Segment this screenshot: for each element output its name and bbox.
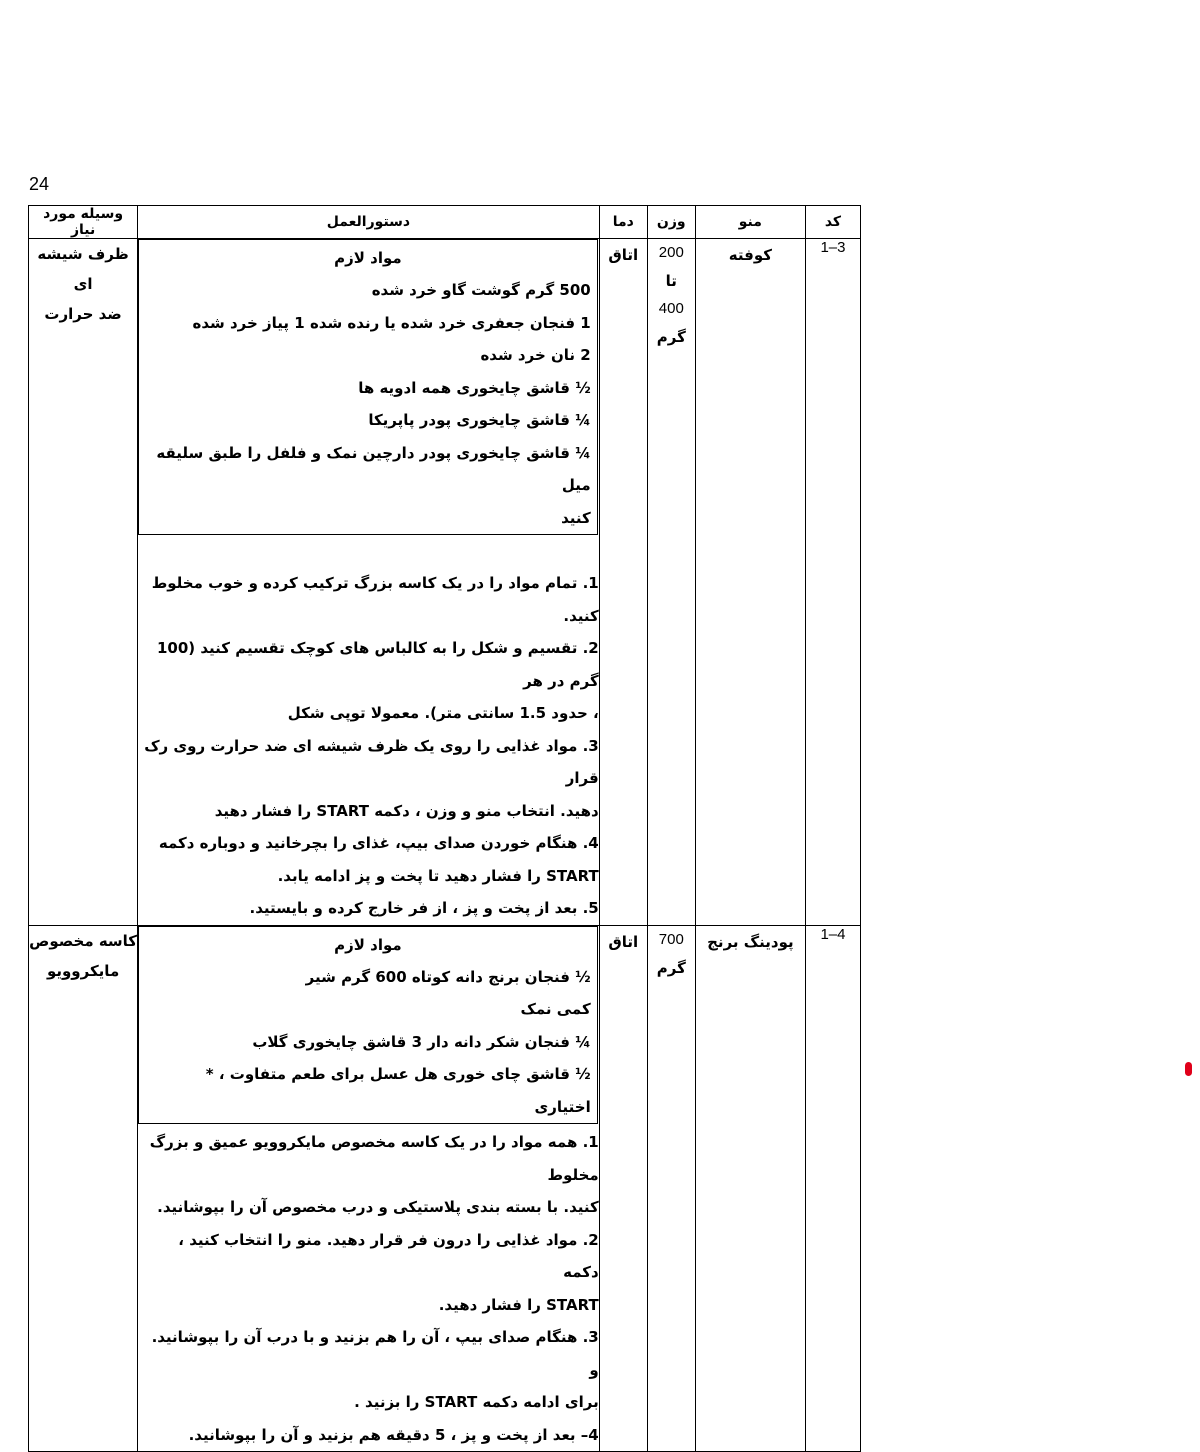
row-temp: اتاق xyxy=(599,239,647,926)
header-instructions: دستورالعمل xyxy=(138,206,600,239)
step-line: 5. بعد از پخت و پز ، از فر خارج کرده و بایستید. xyxy=(249,899,599,917)
ingredient-line: کنید xyxy=(561,508,591,527)
steps-list xyxy=(138,1126,599,1451)
header-menu: منو xyxy=(695,206,805,239)
row-instructions xyxy=(138,925,600,1452)
ingredient-line: ½ قاشق چای خوری هل عسل برای طعم متفاوت ، * اختیاری xyxy=(205,1065,591,1116)
step-line: 1. همه مواد را در یک کاسه مخصوص مایکروویو عمیق و بزرگ مخلوط xyxy=(149,1133,599,1184)
ingredients-box xyxy=(138,926,598,1125)
step-line: 3. مواد غذایی را روی یک ظرف شیشه ای ضد حرارت روی رک قرار xyxy=(144,736,599,787)
ingredient-line: 1 فنجان جعفری خرد شده یا رنده شده 1 پیاز خرد شده xyxy=(192,313,591,332)
row-tool: کاسه مخصوص مایکروویو xyxy=(29,925,138,1452)
step-line: 1. تمام مواد را در یک کاسه بزرگ ترکیب کرده و خوب مخلوط کنید. xyxy=(151,574,599,625)
ingredient-line: ½ فنجان برنج دانه کوتاه 600 گرم شیر xyxy=(305,967,591,986)
header-temp: دما xyxy=(599,206,647,239)
header-tool: وسیله مورد نیاز xyxy=(29,206,138,239)
step-line: دهید. انتخاب منو و وزن ، دکمه START را فشار دهید xyxy=(214,801,599,820)
table-header-row xyxy=(29,206,861,239)
step-line: 2. تقسیم و شکل را به کالباس های کوچک تقسیم کنید (100 گرم در هر xyxy=(156,639,599,690)
step-line: START را فشار دهید. xyxy=(438,1295,599,1314)
ingredient-line: 2 نان خرد شده xyxy=(480,346,591,364)
row-weight: 700 گرم xyxy=(647,925,695,1452)
step-line: 4. هنگام خوردن صدای بیپ، غذای را بچرخانید و دوباره دکمه xyxy=(158,834,599,852)
table-row xyxy=(29,239,861,926)
step-line: START را فشار دهید تا پخت و پز ادامه یابد. xyxy=(277,866,599,885)
step-line: 2. مواد غذایی را درون فر قرار دهید. منو را انتخاب کنید ، دکمه xyxy=(178,1230,599,1281)
ingredient-line: کمی نمک xyxy=(520,1000,591,1018)
header-weight: وزن xyxy=(647,206,695,239)
row-tool: ظرف شیشه ای ضد حرارت xyxy=(29,239,138,926)
row-temp: اتاق xyxy=(599,925,647,1452)
row-weight: 200 تا 400 گرم xyxy=(647,239,695,926)
steps-list xyxy=(138,567,599,925)
row-code: 1–4 xyxy=(805,925,860,1452)
ingredient-line: ¼ قاشق چایخوری پودر دارچین نمک و فلفل را طبق سلیقه میل xyxy=(156,443,591,494)
ingredients-box xyxy=(138,239,598,535)
page-number: 24 xyxy=(29,174,50,194)
step-line: ، حدود 1.5 سانتی متر). معمولا توپی شکل xyxy=(287,704,599,722)
step-line: 3. هنگام صدای بیپ ، آن را هم بزنید و با درب آن را بپوشانید. و xyxy=(151,1328,599,1379)
row-menu: کوفته xyxy=(695,239,805,926)
ingredients-title: مواد لازم xyxy=(334,249,402,267)
step-line: کنید. با بسته بندی پلاستیکی و درب مخصوص آن را بپوشانید. xyxy=(157,1198,599,1216)
header-code: کد xyxy=(805,206,860,239)
table-row xyxy=(29,925,861,1452)
red-mark xyxy=(1185,1062,1192,1076)
ingredient-line: ¼ فنجان شکر دانه دار 3 قاشق چایخوری گلاب xyxy=(252,1032,591,1051)
ingredient-line: ½ قاشق چایخوری همه ادویه ها xyxy=(358,378,591,397)
row-code: 1–3 xyxy=(805,239,860,926)
recipe-table xyxy=(28,205,861,1452)
ingredients-title: مواد لازم xyxy=(334,935,402,954)
ingredient-line: 500 گرم گوشت گاو خرد شده xyxy=(371,281,591,299)
step-line: 4– بعد از پخت و پز ، 5 دقیقه هم بزنید و آن را بپوشانید. xyxy=(188,1425,599,1444)
ingredient-line: ¼ قاشق چایخوری پودر پاپریکا xyxy=(368,411,591,429)
row-menu: پودینگ برنج xyxy=(695,925,805,1452)
row-instructions xyxy=(138,239,600,926)
step-line: برای ادامه دکمه START را بزنید . xyxy=(354,1393,599,1411)
